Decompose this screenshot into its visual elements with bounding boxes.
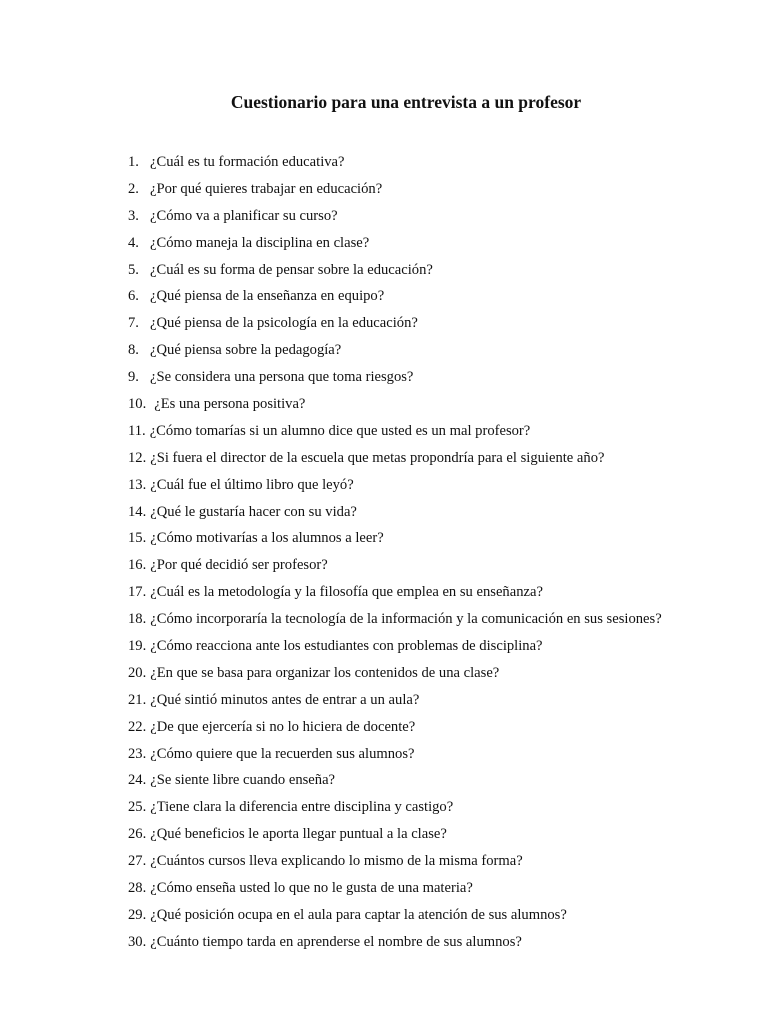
question-item xyxy=(128,420,662,447)
question-number: 27. xyxy=(128,853,147,870)
question-text: ¿Cómo incorporaría la tecnología de la información y la comunicación en sus sesiones? xyxy=(150,611,662,628)
question-text: ¿Cómo reacciona ante los estudiantes con problemas de disciplina? xyxy=(150,638,543,655)
question-item xyxy=(128,259,662,286)
question-item xyxy=(128,312,662,339)
question-item xyxy=(128,769,662,796)
question-item xyxy=(128,743,662,770)
question-text: ¿De que ejercería si no lo hiciera de docente? xyxy=(150,718,416,735)
question-text: ¿Se considera una persona que toma riesgos? xyxy=(150,369,414,386)
question-item xyxy=(128,689,662,716)
question-text: ¿Qué sintió minutos antes de entrar a un aula? xyxy=(150,691,420,708)
question-text: ¿Cómo motivarías a los alumnos a leer? xyxy=(150,530,384,547)
question-number: 7. xyxy=(128,315,139,332)
question-number: 9. xyxy=(128,369,139,386)
question-number: 28. xyxy=(128,880,147,897)
question-number: 15. xyxy=(128,530,147,547)
question-number: 11. xyxy=(128,422,146,439)
question-number: 24. xyxy=(128,772,147,789)
question-text: ¿Por qué quieres trabajar en educación? xyxy=(150,180,383,197)
question-number: 13. xyxy=(128,476,147,493)
question-item xyxy=(128,393,662,420)
question-item xyxy=(128,205,662,232)
document-title: Cuestionario para una entrevista a un profesor xyxy=(230,92,582,112)
question-number: 22. xyxy=(128,718,147,735)
question-number: 16. xyxy=(128,557,147,574)
question-number: 30. xyxy=(128,933,147,950)
question-item xyxy=(128,796,662,823)
question-text: ¿Cuál es la metodología y la filosofía que emplea en su enseñanza? xyxy=(150,584,543,601)
question-item xyxy=(128,232,662,259)
question-item xyxy=(128,527,662,554)
question-text: ¿Se siente libre cuando enseña? xyxy=(150,772,336,789)
question-item xyxy=(128,635,662,662)
question-item xyxy=(128,474,662,501)
question-text: ¿Cuántos cursos lleva explicando lo mismo de la misma forma? xyxy=(150,853,523,870)
question-text: ¿Cuánto tiempo tarda en aprenderse el nombre de sus alumnos? xyxy=(150,933,522,950)
question-number: 18. xyxy=(128,611,147,628)
question-number: 17. xyxy=(128,584,147,601)
question-number: 2. xyxy=(128,180,139,197)
question-item xyxy=(128,904,662,931)
question-text: ¿Cómo tomarías si un alumno dice que usted es un mal profesor? xyxy=(149,422,531,439)
question-item xyxy=(128,366,662,393)
question-text: ¿Qué piensa sobre la pedagogía? xyxy=(150,342,342,359)
question-text: ¿Cuál es su forma de pensar sobre la educación? xyxy=(150,261,433,278)
question-number: 12. xyxy=(128,449,147,466)
question-item xyxy=(128,339,662,366)
question-item xyxy=(128,501,662,528)
question-number: 8. xyxy=(128,342,139,359)
question-item xyxy=(128,931,662,958)
question-number: 14. xyxy=(128,503,147,520)
question-number: 25. xyxy=(128,799,147,816)
question-list xyxy=(128,151,662,958)
question-text: ¿Por qué decidió ser profesor? xyxy=(150,557,328,574)
question-item xyxy=(128,447,662,474)
question-text: ¿Cómo enseña usted lo que no le gusta de una materia? xyxy=(150,880,473,897)
question-text: ¿Es una persona positiva? xyxy=(154,396,306,413)
question-text: ¿Cómo maneja la disciplina en clase? xyxy=(150,234,370,251)
question-number: 29. xyxy=(128,906,147,923)
question-number: 1. xyxy=(128,154,139,170)
question-number: 20. xyxy=(128,664,147,681)
question-text: ¿Qué piensa de la enseñanza en equipo? xyxy=(150,288,385,305)
question-text: ¿Tiene clara la diferencia entre disciplina y castigo? xyxy=(150,799,454,816)
question-item xyxy=(128,285,662,312)
question-text: ¿Qué beneficios le aporta llegar puntual a la clase? xyxy=(150,826,447,843)
question-text: ¿Cuál es tu formación educativa? xyxy=(150,154,345,170)
question-item xyxy=(128,178,662,205)
question-text: ¿Si fuera el director de la escuela que metas propondría para el siguiente año? xyxy=(150,449,605,466)
question-item xyxy=(128,850,662,877)
question-text: ¿Qué posición ocupa en el aula para captar la atención de sus alumnos? xyxy=(150,906,567,923)
question-item xyxy=(128,554,662,581)
question-number: 6. xyxy=(128,288,139,305)
question-number: 5. xyxy=(128,261,139,278)
question-item xyxy=(128,716,662,743)
question-text: ¿Cuál fue el último libro que leyó? xyxy=(150,476,354,493)
question-number: 3. xyxy=(128,207,139,224)
question-number: 26. xyxy=(128,826,147,843)
question-item xyxy=(128,581,662,608)
question-item xyxy=(128,151,662,178)
question-item xyxy=(128,662,662,689)
question-text: ¿Cómo quiere que la recuerden sus alumnos? xyxy=(150,745,415,762)
question-number: 19. xyxy=(128,638,147,655)
question-item xyxy=(128,877,662,904)
question-number: 21. xyxy=(128,691,147,708)
question-number: 4. xyxy=(128,234,139,251)
question-item xyxy=(128,608,662,635)
question-text: ¿Cómo va a planificar su curso? xyxy=(150,207,338,224)
question-text: ¿Qué le gustaría hacer con su vida? xyxy=(150,503,357,520)
question-number: 10. xyxy=(128,396,147,413)
question-number: 23. xyxy=(128,745,147,762)
question-text: ¿Qué piensa de la psicología en la educación? xyxy=(150,315,418,332)
question-item xyxy=(128,823,662,850)
question-text: ¿En que se basa para organizar los contenidos de una clase? xyxy=(150,664,500,681)
